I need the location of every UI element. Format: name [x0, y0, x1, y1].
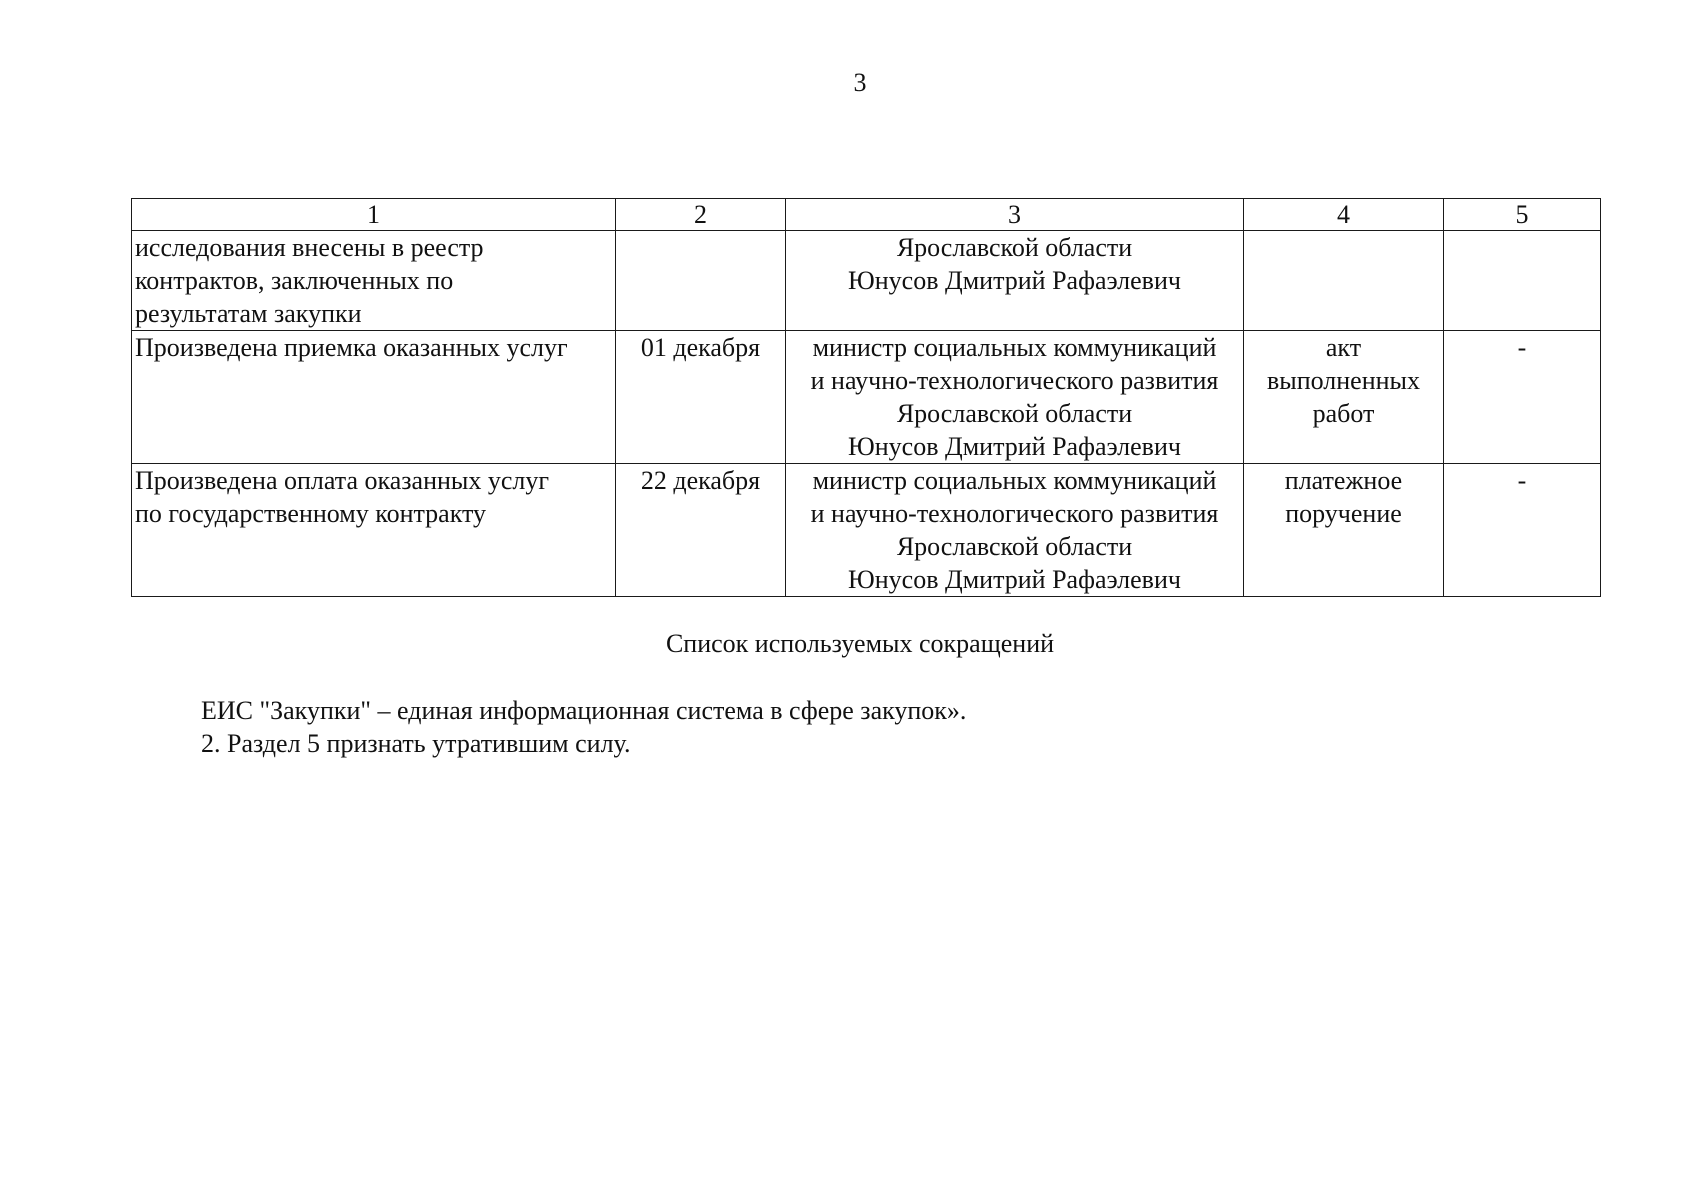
- responsible-cell: [786, 464, 1244, 597]
- abbreviations-title: Список используемых сокращений: [665, 629, 1055, 658]
- table-row: [132, 231, 1601, 331]
- cell-line: платежное: [1284, 466, 1403, 495]
- event-cell: [132, 464, 616, 597]
- cell-line: и научно-технологического развития: [810, 366, 1219, 395]
- column-header: 5: [1444, 199, 1601, 231]
- cell-line: акт: [1325, 333, 1362, 362]
- date-cell: 22 декабря: [616, 464, 786, 597]
- table-header-row: [132, 199, 1601, 231]
- table-row: [132, 464, 1601, 597]
- note-cell: -: [1444, 331, 1601, 464]
- cell-line: результатам закупки: [135, 299, 362, 328]
- document-cell: [1244, 464, 1444, 597]
- cell-line: министр социальных коммуникаций: [812, 333, 1217, 362]
- event-cell: [132, 331, 616, 464]
- column-header: 3: [786, 199, 1244, 231]
- cell-line: исследования внесены в реестр: [135, 233, 484, 262]
- document-cell: [1244, 231, 1444, 331]
- abbreviations-body: [201, 694, 966, 760]
- abbreviation-line: ЕИС "Закупки" – единая информационная система в сфере закупок».: [201, 696, 967, 725]
- event-cell: [132, 231, 616, 331]
- column-header: 4: [1244, 199, 1444, 231]
- cell-line: работ: [1312, 399, 1375, 428]
- cell-line: Ярославской области: [896, 532, 1133, 561]
- cell-line: Ярославской области: [896, 399, 1133, 428]
- table-row: [132, 331, 1601, 464]
- cell-line: Юнусов Дмитрий Рафаэлевич: [848, 266, 1181, 295]
- cell-line: выполненных: [1266, 366, 1421, 395]
- responsible-cell: [786, 231, 1244, 331]
- cell-line: по государственному контракту: [135, 499, 487, 528]
- date-cell: [616, 231, 786, 331]
- column-header: 1: [132, 199, 616, 231]
- document-cell: [1244, 331, 1444, 464]
- cell-line: Юнусов Дмитрий Рафаэлевич: [848, 565, 1181, 594]
- schedule-table: [131, 198, 1601, 597]
- page-number: 3: [853, 68, 867, 97]
- cell-line: и научно-технологического развития: [810, 499, 1219, 528]
- column-header: 2: [616, 199, 786, 231]
- note-cell: -: [1444, 464, 1601, 597]
- cell-line: поручение: [1285, 499, 1402, 528]
- amendment-line: 2. Раздел 5 признать утратившим силу.: [201, 729, 631, 758]
- cell-line: Ярославской области: [896, 233, 1133, 262]
- cell-line: Произведена оплата оказанных услуг: [135, 466, 550, 495]
- cell-line: Произведена приемка оказанных услуг: [135, 333, 568, 362]
- cell-line: контрактов, заключенных по: [135, 266, 454, 295]
- cell-line: министр социальных коммуникаций: [812, 466, 1217, 495]
- responsible-cell: [786, 331, 1244, 464]
- note-cell: [1444, 231, 1601, 331]
- cell-line: Юнусов Дмитрий Рафаэлевич: [848, 432, 1181, 461]
- date-cell: 01 декабря: [616, 331, 786, 464]
